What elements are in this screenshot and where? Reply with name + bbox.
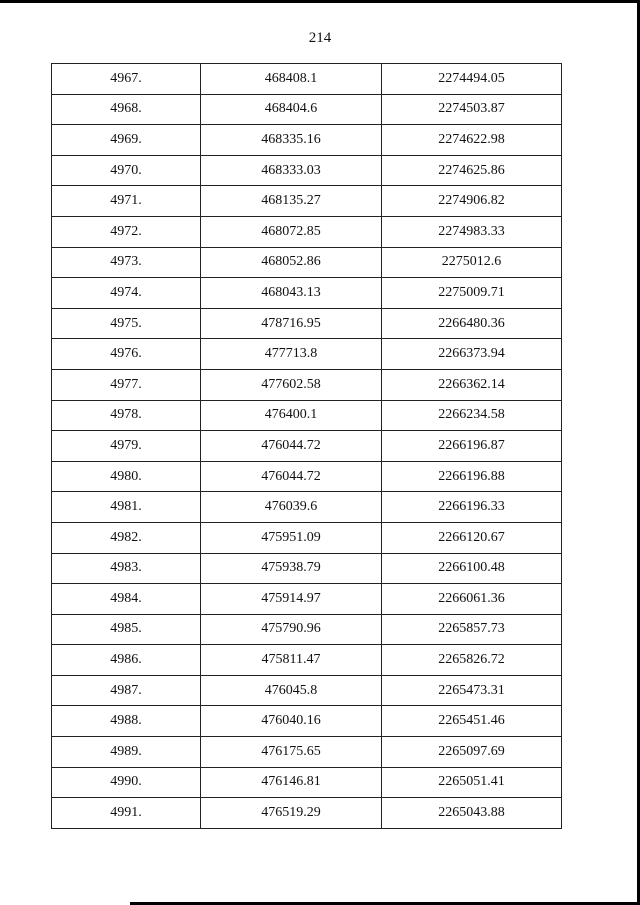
table-row (52, 461, 562, 492)
coordinates-table-body (52, 64, 562, 829)
x-coordinate-cell: 476519.29 (201, 798, 382, 829)
y-coordinate-cell: 2265097.69 (382, 737, 562, 768)
x-coordinate-cell: 468333.03 (201, 155, 382, 186)
table-row (52, 155, 562, 186)
x-coordinate-cell: 475951.09 (201, 522, 382, 553)
y-coordinate-cell: 2274622.98 (382, 125, 562, 156)
x-coordinate-cell: 475790.96 (201, 614, 382, 645)
y-coordinate-cell: 2266480.36 (382, 308, 562, 339)
y-coordinate-cell: 2265051.41 (382, 767, 562, 798)
point-number-cell: 4989. (52, 737, 201, 768)
x-coordinate-cell: 477713.8 (201, 339, 382, 370)
table-row (52, 798, 562, 829)
x-coordinate-cell: 475811.47 (201, 645, 382, 676)
y-coordinate-cell: 2275012.6 (382, 247, 562, 278)
point-number-cell: 4973. (52, 247, 201, 278)
y-coordinate-cell: 2266196.87 (382, 431, 562, 462)
table-row (52, 186, 562, 217)
x-coordinate-cell: 476040.16 (201, 706, 382, 737)
x-coordinate-cell: 476044.72 (201, 431, 382, 462)
y-coordinate-cell: 2266196.88 (382, 461, 562, 492)
y-coordinate-cell: 2274625.86 (382, 155, 562, 186)
x-coordinate-cell: 468408.1 (201, 64, 382, 95)
x-coordinate-cell: 477602.58 (201, 369, 382, 400)
table-row (52, 400, 562, 431)
y-coordinate-cell: 2266100.48 (382, 553, 562, 584)
point-number-cell: 4972. (52, 216, 201, 247)
y-coordinate-cell: 2265043.88 (382, 798, 562, 829)
point-number-cell: 4979. (52, 431, 201, 462)
table-row (52, 614, 562, 645)
y-coordinate-cell: 2265473.31 (382, 675, 562, 706)
x-coordinate-cell: 476045.8 (201, 675, 382, 706)
x-coordinate-cell: 468052.86 (201, 247, 382, 278)
x-coordinate-cell: 475938.79 (201, 553, 382, 584)
y-coordinate-cell: 2265451.46 (382, 706, 562, 737)
point-number-cell: 4983. (52, 553, 201, 584)
table-row (52, 584, 562, 615)
y-coordinate-cell: 2266234.58 (382, 400, 562, 431)
table-row (52, 767, 562, 798)
y-coordinate-cell: 2266196.33 (382, 492, 562, 523)
table-row (52, 431, 562, 462)
x-coordinate-cell: 476400.1 (201, 400, 382, 431)
table-row (52, 339, 562, 370)
point-number-cell: 4982. (52, 522, 201, 553)
y-coordinate-cell: 2274906.82 (382, 186, 562, 217)
x-coordinate-cell: 468335.16 (201, 125, 382, 156)
y-coordinate-cell: 2265826.72 (382, 645, 562, 676)
y-coordinate-cell: 2266120.67 (382, 522, 562, 553)
x-coordinate-cell: 475914.97 (201, 584, 382, 615)
point-number-cell: 4986. (52, 645, 201, 676)
table-row (52, 125, 562, 156)
table-row (52, 369, 562, 400)
point-number-cell: 4984. (52, 584, 201, 615)
page-number: 214 (308, 30, 332, 46)
point-number-cell: 4981. (52, 492, 201, 523)
point-number-cell: 4975. (52, 308, 201, 339)
point-number-cell: 4987. (52, 675, 201, 706)
point-number-cell: 4967. (52, 64, 201, 95)
point-number-cell: 4980. (52, 461, 201, 492)
y-coordinate-cell: 2265857.73 (382, 614, 562, 645)
x-coordinate-cell: 476175.65 (201, 737, 382, 768)
x-coordinate-cell: 476044.72 (201, 461, 382, 492)
table-row (52, 737, 562, 768)
point-number-cell: 4974. (52, 278, 201, 309)
table-row (52, 675, 562, 706)
point-number-cell: 4988. (52, 706, 201, 737)
table-row (52, 216, 562, 247)
point-number-cell: 4990. (52, 767, 201, 798)
table-row (52, 553, 562, 584)
point-number-cell: 4971. (52, 186, 201, 217)
x-coordinate-cell: 468043.13 (201, 278, 382, 309)
point-number-cell: 4978. (52, 400, 201, 431)
point-number-cell: 4985. (52, 614, 201, 645)
y-coordinate-cell: 2266362.14 (382, 369, 562, 400)
point-number-cell: 4977. (52, 369, 201, 400)
table-row (52, 94, 562, 125)
x-coordinate-cell: 468404.6 (201, 94, 382, 125)
point-number-cell: 4976. (52, 339, 201, 370)
point-number-cell: 4969. (52, 125, 201, 156)
y-coordinate-cell: 2266061.36 (382, 584, 562, 615)
y-coordinate-cell: 2274983.33 (382, 216, 562, 247)
point-number-cell: 4991. (52, 798, 201, 829)
y-coordinate-cell: 2266373.94 (382, 339, 562, 370)
x-coordinate-cell: 476039.6 (201, 492, 382, 523)
y-coordinate-cell: 2275009.71 (382, 278, 562, 309)
coordinates-table (51, 63, 562, 829)
y-coordinate-cell: 2274494.05 (382, 64, 562, 95)
table-row (52, 645, 562, 676)
table-row (52, 308, 562, 339)
point-number-cell: 4968. (52, 94, 201, 125)
x-coordinate-cell: 476146.81 (201, 767, 382, 798)
x-coordinate-cell: 468135.27 (201, 186, 382, 217)
x-coordinate-cell: 468072.85 (201, 216, 382, 247)
table-row (52, 492, 562, 523)
x-coordinate-cell: 478716.95 (201, 308, 382, 339)
table-row (52, 278, 562, 309)
point-number-cell: 4970. (52, 155, 201, 186)
table-row (52, 247, 562, 278)
table-row (52, 64, 562, 95)
table-row (52, 706, 562, 737)
table-row (52, 522, 562, 553)
y-coordinate-cell: 2274503.87 (382, 94, 562, 125)
scan-border-top (0, 0, 640, 3)
